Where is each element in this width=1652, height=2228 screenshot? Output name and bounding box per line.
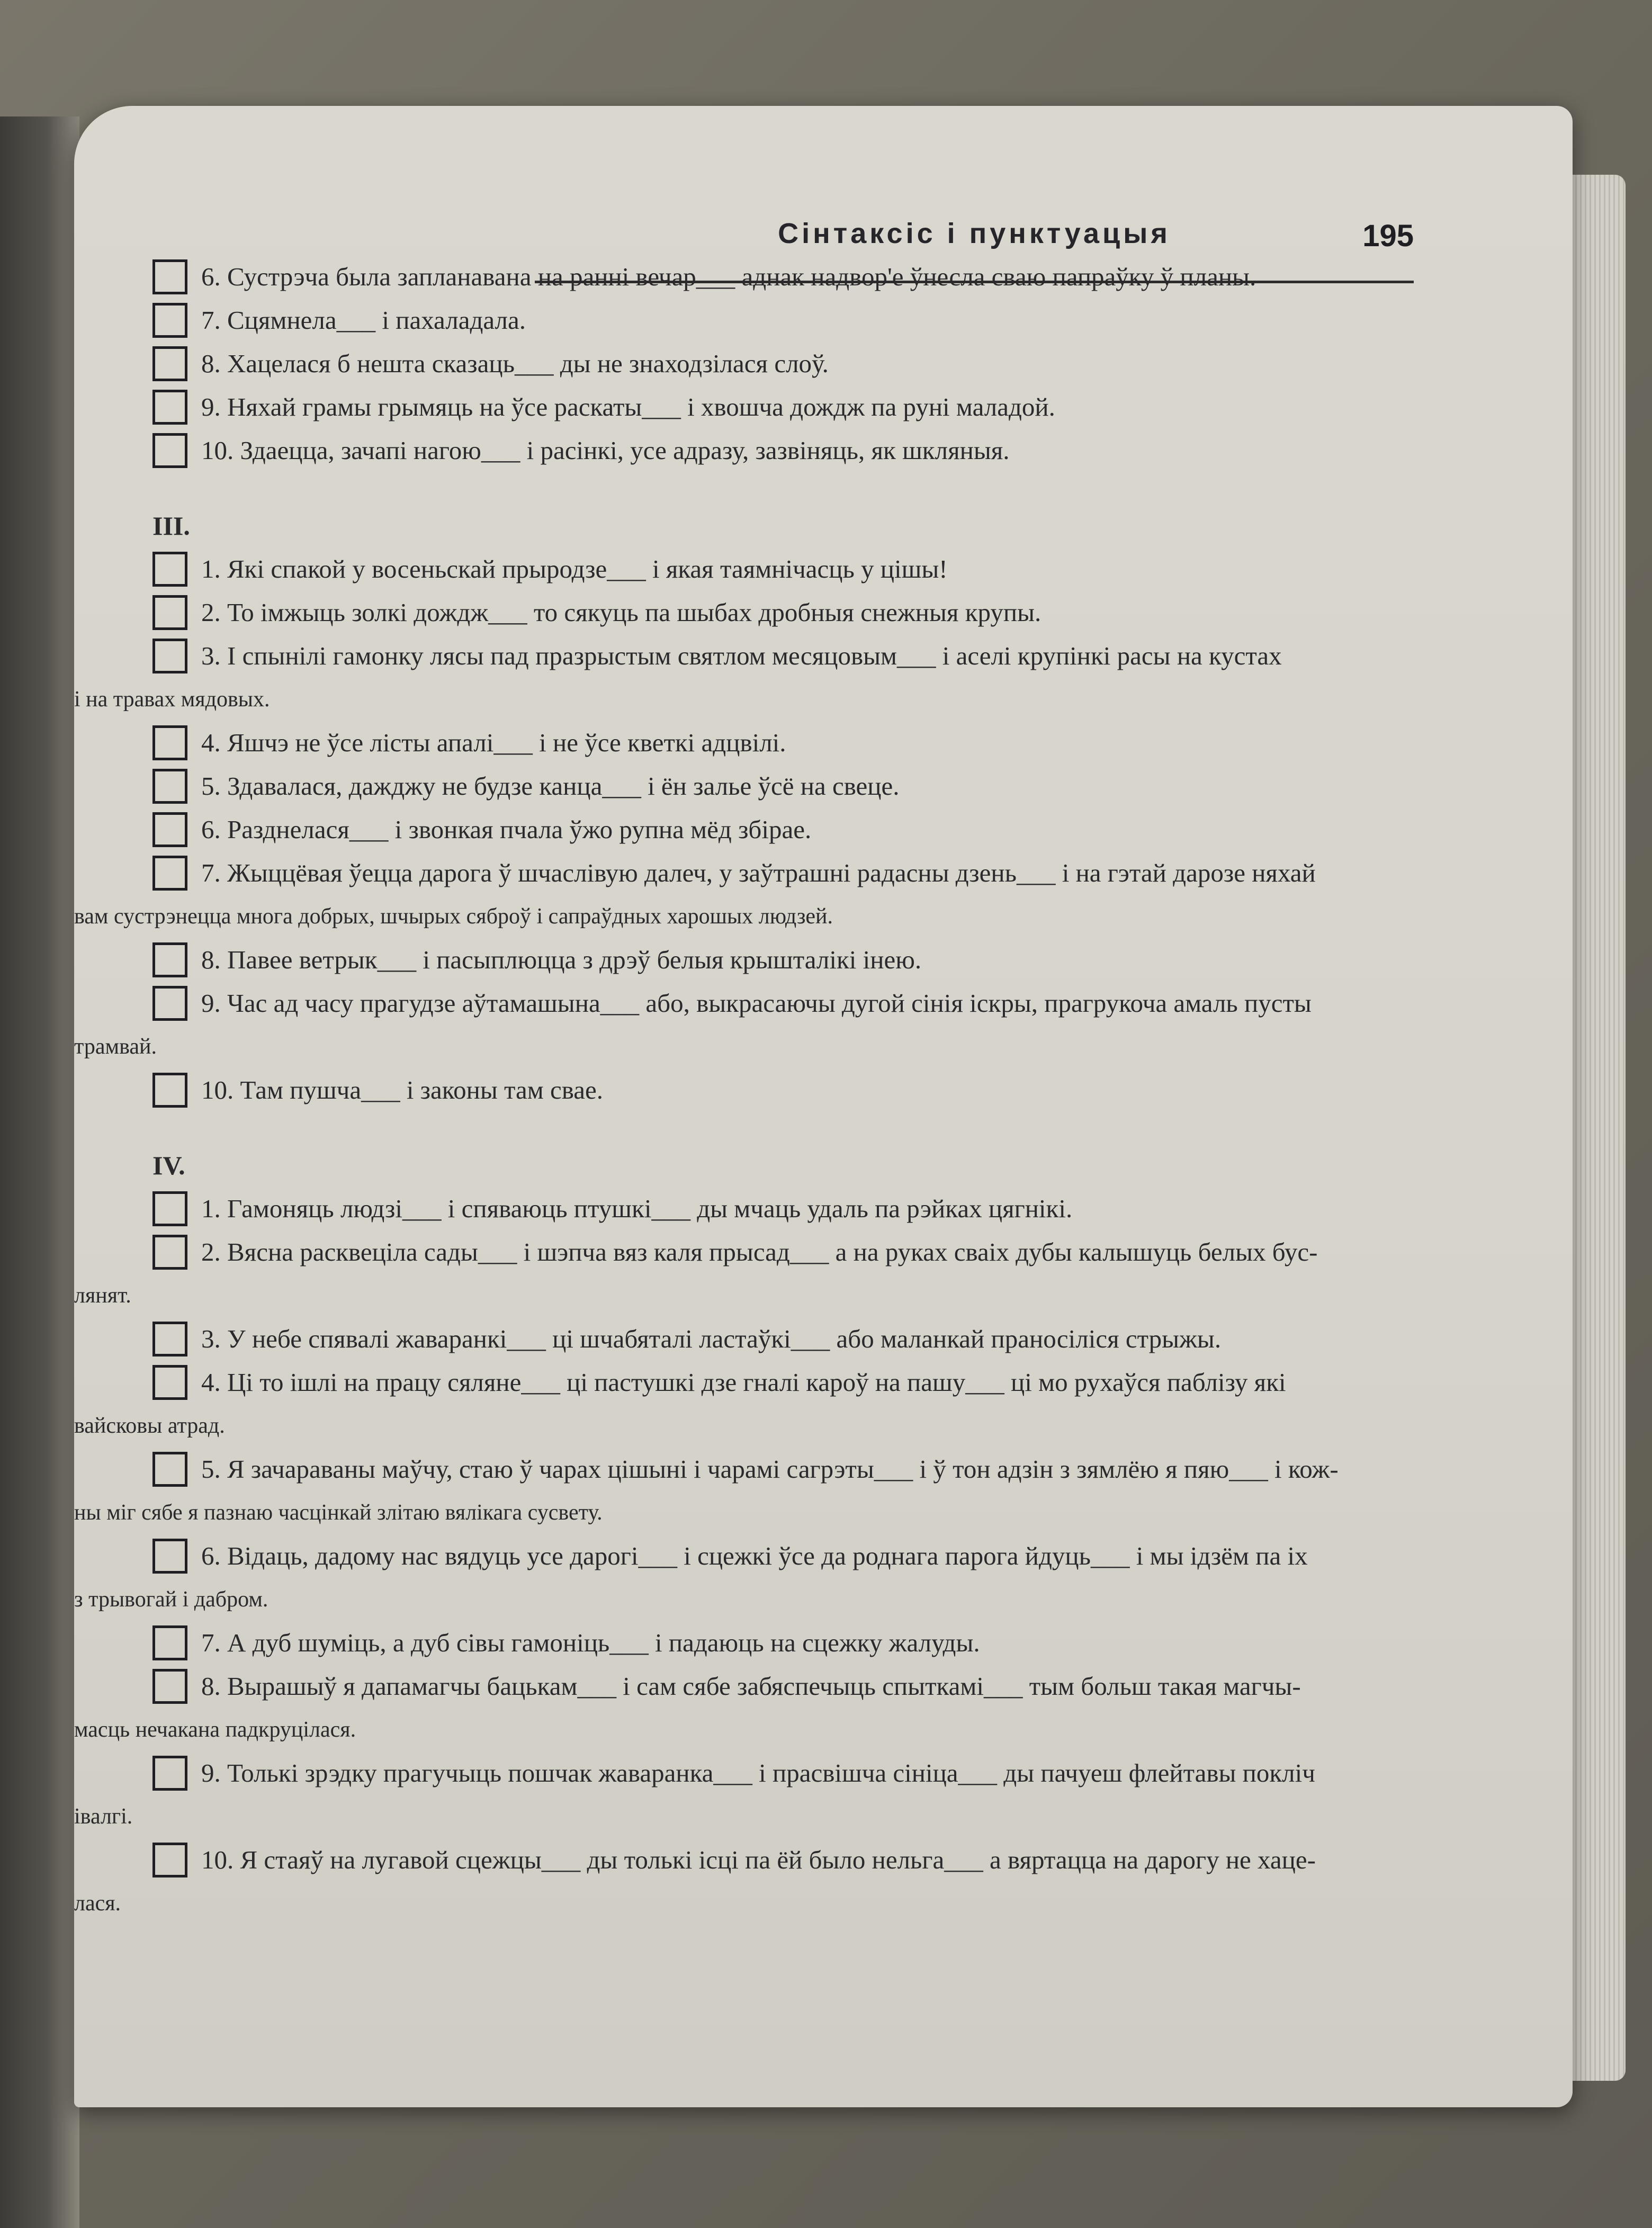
exercise-item [74, 1361, 1483, 1448]
exercise-item [74, 429, 1483, 472]
section-gap [74, 1112, 1483, 1134]
section-roman-heading: IV. [152, 1151, 185, 1180]
answer-checkbox[interactable] [152, 942, 187, 977]
exercise-item [74, 808, 1483, 851]
exercise-item [74, 1187, 1483, 1230]
exercise-item [74, 547, 1483, 591]
page-stack-edge [1567, 175, 1626, 2081]
answer-checkbox[interactable] [152, 433, 187, 468]
exercise-sentence: 5. Здавалася, дажджу не будзе канца___ і ён залье ўсё на свеце. [201, 771, 900, 801]
exercise-sentence-continuation: і на травах мядовых. [74, 687, 270, 712]
exercise-sentence: 9. Час ад часу прагудзе аўтамашына___ або, выкрасаючы дугой сінія іскры, прагрукоча амаль пусты [201, 989, 1312, 1018]
exercise-item [74, 938, 1483, 982]
exercise-sentence: 6. Разднелася___ і звонкая пчала ўжо рупна мёд збірае. [201, 815, 812, 844]
answer-checkbox[interactable] [152, 769, 187, 804]
exercise-sentence-continuation: трамвай. [74, 1035, 157, 1059]
answer-checkbox[interactable] [152, 1539, 187, 1574]
answer-checkbox[interactable] [152, 1235, 187, 1270]
exercise-item [74, 1317, 1483, 1361]
section-roman-heading: III. [152, 511, 190, 541]
exercise-sentence: 8. Павее ветрык___ і пасыплюцца з дрэў белыя крышталікі інею. [201, 945, 922, 974]
left-page-edge [0, 116, 79, 2228]
exercise-item [74, 1665, 1483, 1751]
exercise-sentence: 6. Сустрэча была запланавана на ранні вечар___ аднак надвор'е ўнесла сваю папраўку ў планы. [201, 262, 1256, 291]
exercise-item [74, 851, 1483, 938]
exercise-item [74, 1534, 1483, 1621]
exercise-sentence: 2. Вясна расквеціла сады___ і шэпча вяз каля прысад___ а на руках сваіх дубы калышуць белых бус- [201, 1237, 1318, 1266]
answer-checkbox[interactable] [152, 1365, 187, 1400]
answer-checkbox[interactable] [152, 595, 187, 630]
answer-checkbox[interactable] [152, 303, 187, 338]
exercise-sentence: 6. Відаць, дадому нас вядуць усе дарогі___ і сцежкі ўсе да роднага парога йдуць___ і мы ідзём па іх [201, 1541, 1308, 1570]
exercise-sentence: 3. У небе спявалі жаваранкі___ ці шчабяталі ластаўкі___ або маланкай праносіліся стрыжы. [201, 1324, 1222, 1353]
answer-checkbox[interactable] [152, 552, 187, 587]
exercise-sentence: 10. Там пушча___ і законы там свае. [201, 1075, 603, 1104]
answer-checkbox[interactable] [152, 639, 187, 673]
page-number: 195 [1362, 219, 1414, 253]
exercise-sentence: 7. А дуб шуміць, а дуб сівы гамоніць___ і падаюць на сцежку жалуды. [201, 1628, 980, 1657]
answer-checkbox[interactable] [152, 1625, 187, 1660]
exercise-item [74, 1621, 1483, 1665]
exercise-item [74, 385, 1483, 429]
exercise-item [74, 1068, 1483, 1112]
exercise-sentence-continuation: з трывогай і дабром. [74, 1587, 268, 1612]
exercise-item [74, 342, 1483, 385]
exercise-sentence-continuation: івалгі. [74, 1804, 133, 1829]
answer-checkbox[interactable] [152, 1669, 187, 1704]
exercise-sentence: 9. Толькі зрэдку прагучыць пошчак жаваранка___ і прасвішча сініца___ ды пачуеш флейтавы покліч [201, 1758, 1315, 1787]
answer-checkbox[interactable] [152, 725, 187, 760]
exercise-item [74, 982, 1483, 1068]
exercise-item [74, 1448, 1483, 1534]
answer-checkbox[interactable] [152, 812, 187, 847]
answer-checkbox[interactable] [152, 986, 187, 1021]
exercise-sentence: 7. Жыццёвая ўецца дарога ў шчаслівую далеч, у заўтрашні радасны дзень___ і на гэтай дарозе няхай [201, 858, 1316, 887]
exercise-sentence: 2. То імжыць золкі дождж___ то сякуць па шыбах дробныя снежныя крупы. [201, 598, 1042, 627]
exercise-item [74, 591, 1483, 634]
exercise-sentence: 7. Сцямнела___ і пахаладала. [201, 306, 526, 335]
exercise-sentence: 10. Здаецца, зачапі нагою___ і расінкі, усе адразу, зазвіняць, як шкляныя. [201, 436, 1010, 465]
answer-checkbox[interactable] [152, 856, 187, 891]
exercise-sentence: 4. Яшчэ не ўсе лісты апалі___ і не ўсе кветкі адцвілі. [201, 728, 786, 757]
exercise-sentence: 10. Я стаяў на лугавой сцежцы___ ды толькі ісці па ёй было нельга___ а вяртацца на дарогу не хаце- [201, 1845, 1316, 1874]
exercise-sentence: 1. Які спакой у восеньскай прыродзе___ і якая таямнічасць у цішы! [201, 554, 948, 583]
exercise-sentence-continuation: ны міг сябе я пазнаю часцінкай злітаю вялікага сусвету. [74, 1501, 603, 1525]
exercise-item [74, 1751, 1483, 1838]
exercise-item [74, 1838, 1483, 1925]
exercise-sentence-continuation: вам сустрэнецца многа добрых, шчырых сяброў і сапраўдных харошых людзей. [74, 904, 833, 929]
answer-checkbox[interactable] [152, 346, 187, 381]
exercise-sentence-continuation: вайсковы атрад. [74, 1414, 225, 1438]
answer-checkbox[interactable] [152, 390, 187, 425]
answer-checkbox[interactable] [152, 259, 187, 294]
section-title: Сінтаксіс і пунктуацыя [778, 218, 1171, 249]
exercise-sentence-continuation: масць нечакана падкруцілася. [74, 1718, 356, 1742]
exercise-sentence-continuation: лася. [74, 1891, 121, 1916]
exercise-sentence: 8. Вырашыў я дапамагчы бацькам___ і сам сябе забяспечыць спыткамі___ тым больш такая магчы- [201, 1672, 1301, 1701]
exercise-item [74, 1230, 1483, 1317]
exercise-sentence: 9. Няхай грамы грымяць на ўсе раскаты___ і хвошча дождж па руні маладой. [201, 392, 1055, 421]
answer-checkbox[interactable] [152, 1191, 187, 1226]
exercise-content [74, 255, 1483, 1925]
answer-checkbox[interactable] [152, 1322, 187, 1356]
exercise-item [74, 299, 1483, 342]
exercise-item [74, 255, 1483, 299]
exercise-sentence: 3. І спынілі гамонку лясы пад празрыстым святлом месяцовым___ і аселі крупінкі расы на кустах [201, 641, 1282, 670]
exercise-item [74, 721, 1483, 765]
exercise-item [74, 765, 1483, 808]
exercise-sentence: 1. Гамоняць людзі___ і спяваюць птушкі___ ды мчаць удаль па рэйках цягнікі. [201, 1194, 1073, 1223]
exercise-sentence-continuation: лянят. [74, 1283, 131, 1308]
answer-checkbox[interactable] [152, 1452, 187, 1487]
exercise-sentence: 5. Я зачараваны маўчу, стаю ў чарах цішыні і чарамі сагрэты___ і ў тон адзін з зямлёю я пяю___ і кож- [201, 1454, 1339, 1484]
exercise-sentence: 8. Хацелася б нешта сказаць___ ды не знаходзілася слоў. [201, 349, 829, 378]
answer-checkbox[interactable] [152, 1073, 187, 1108]
section-gap [74, 472, 1483, 495]
exercise-item [74, 634, 1483, 721]
answer-checkbox[interactable] [152, 1756, 187, 1791]
answer-checkbox[interactable] [152, 1843, 187, 1877]
exercise-sentence: 4. Ці то ішлі на працу сяляне___ ці пастушкі дзе гналі кароў на пашу___ ці мо рухаўся паблізу які [201, 1368, 1286, 1397]
